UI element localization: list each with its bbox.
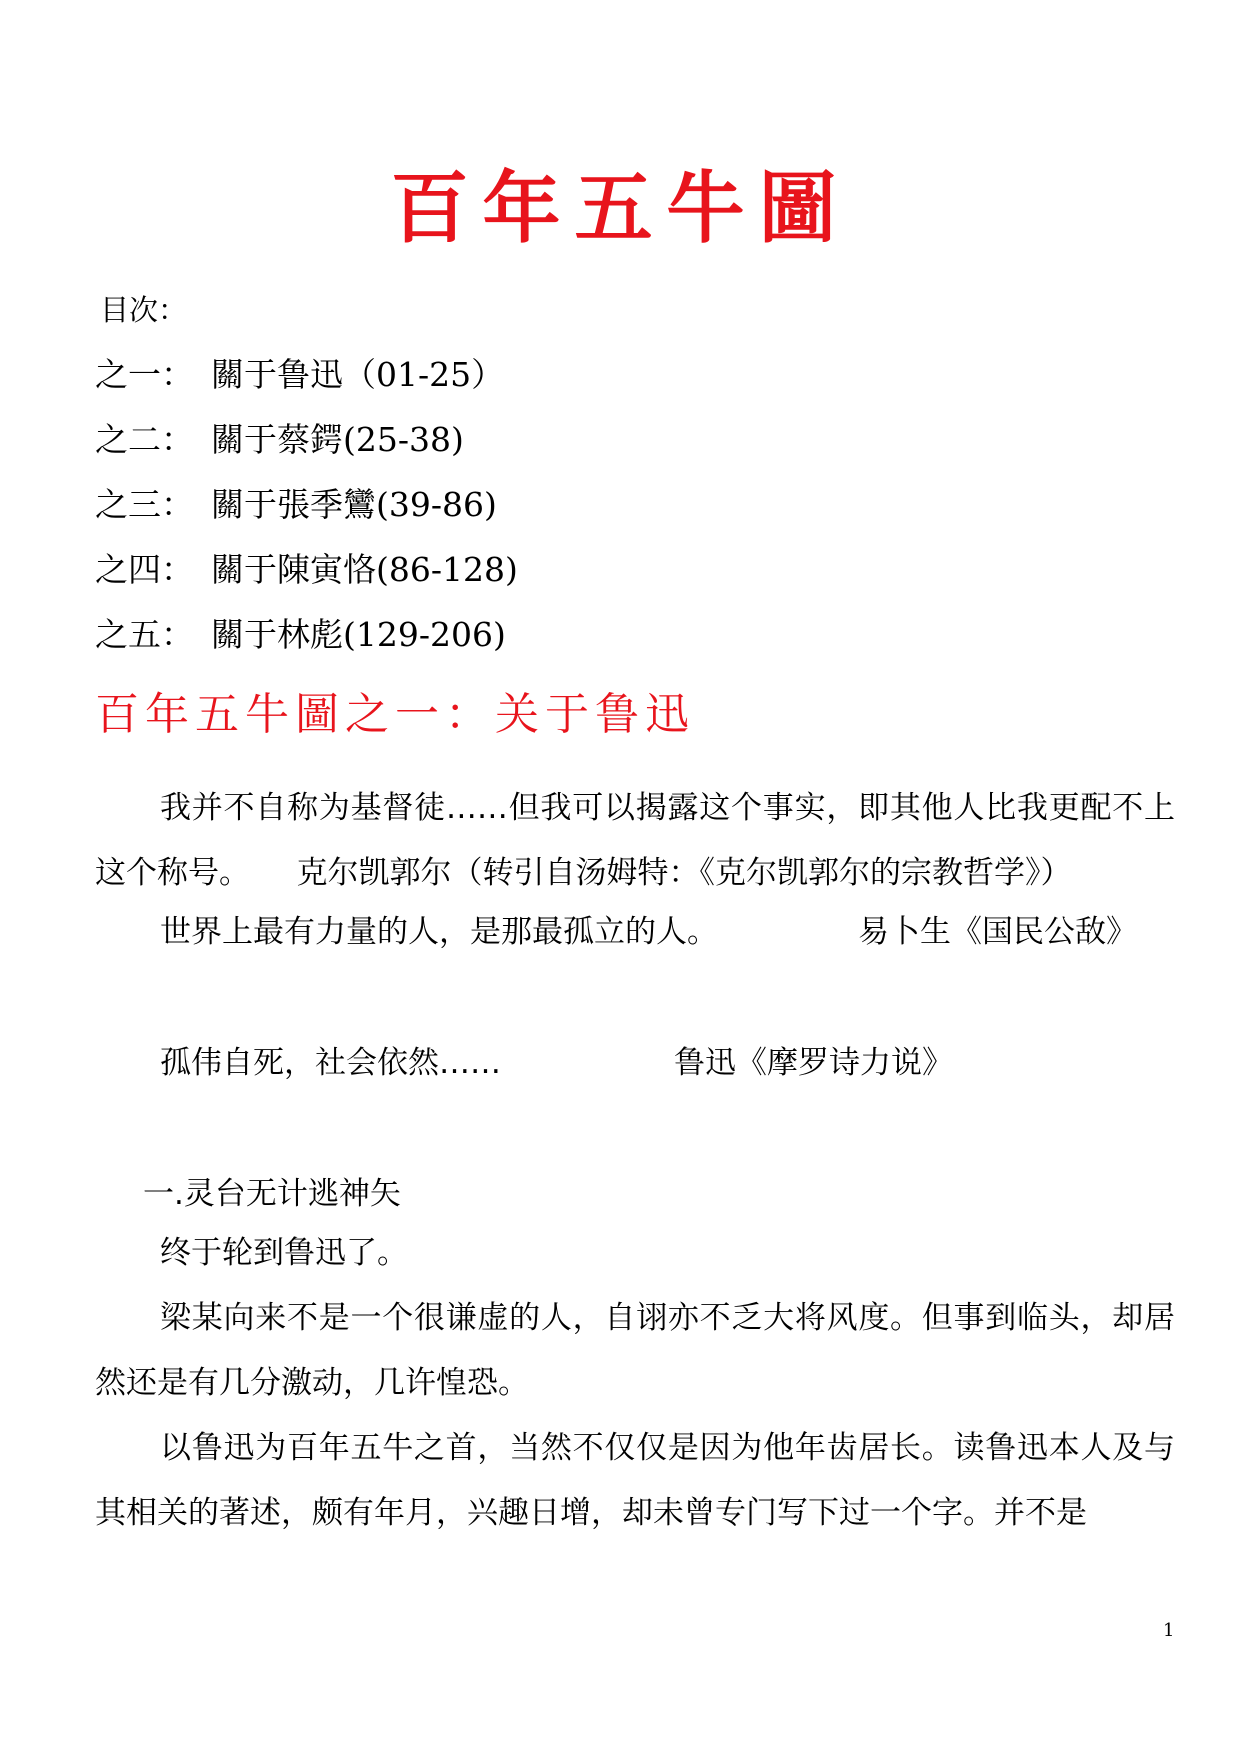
toc-item-text: 關于林彪(129-206): [211, 615, 506, 654]
epigraph-luxun: [160, 1041, 953, 1085]
toc-item-number: 之五：: [95, 615, 194, 654]
page-title: 百年五牛圖: [390, 163, 851, 254]
epigraph-source: 易卜生《国民公敌》: [858, 914, 1137, 950]
epigraph-ibsen: [160, 910, 1137, 954]
epigraph-kierkegaard: 我并不自称为基督徒……但我可以揭露这个事实，即其他人比我更配不上这个称号。 克尔凯郭尔（转引自汤姆特：《克尔凯郭尔的宗教哲学》）: [95, 790, 1175, 891]
toc-item-number: 之一：: [95, 355, 194, 394]
epigraph-source: 鲁迅《摩罗诗力说》: [674, 1045, 953, 1081]
toc-heading: 目次：: [100, 293, 188, 327]
paragraph: 以鲁迅为百年五牛之首，当然不仅仅是因为他年齿居长。读鲁迅本人及与其相关的著述，颇有年月，兴趣日增，却未曾专门写下过一个字。并不是: [95, 1430, 1175, 1531]
toc-item-text: 關于蔡鍔(25-38): [211, 420, 464, 459]
chapter-heading: 一.灵台无计逃神矢: [143, 1176, 401, 1212]
toc-item: [95, 353, 518, 418]
toc-item: [95, 418, 518, 483]
toc-item-text: 關于陳寅恪(86-128): [211, 550, 518, 589]
paragraph: 终于轮到鲁迅了。: [160, 1235, 408, 1271]
toc-item-number: 之三：: [95, 485, 194, 524]
paragraph: 梁某向来不是一个很谦虚的人，自诩亦不乏大将风度。但事到临头，却居然还是有几分激动，几许惶恐。: [95, 1300, 1175, 1401]
epigraph-text: 世界上最有力量的人，是那最孤立的人。: [160, 914, 718, 950]
table-of-contents: [95, 353, 518, 678]
toc-item-text: 關于鲁迅（01-25）: [211, 355, 505, 394]
toc-item-text: 關于張季鸞(39-86): [211, 485, 497, 524]
toc-item: [95, 613, 518, 678]
toc-item-number: 之四：: [95, 550, 194, 589]
toc-item: [95, 548, 518, 613]
toc-item: [95, 483, 518, 548]
toc-item-number: 之二：: [95, 420, 194, 459]
epigraph-text: 孤伟自死，社会依然……: [160, 1045, 501, 1081]
section-title: 百年五牛圖之一：关于鲁迅: [95, 689, 695, 740]
page-number: 1: [1163, 1620, 1175, 1641]
